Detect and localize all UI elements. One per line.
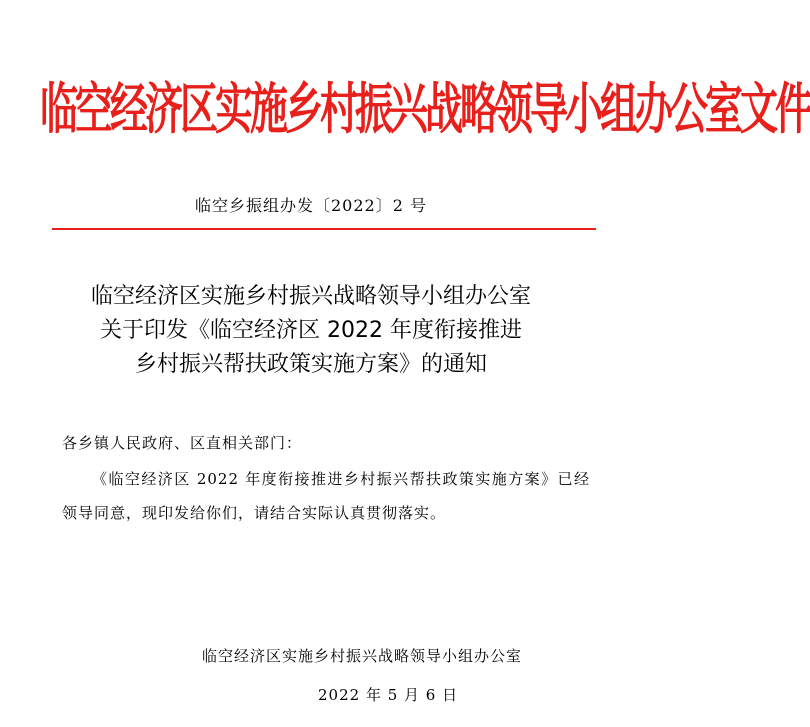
title-line-3: 乡村振兴帮扶政策实施方案》的通知 (134, 352, 487, 377)
issuer-signature: 临空经济区实施乡村振兴战略领导小组办公室 (202, 647, 523, 665)
red-divider-line (52, 228, 596, 230)
title-line-2: 关于印发《临空经济区 2022 年度衔接推进 (100, 318, 522, 343)
title-line-1: 临空经济区实施乡村振兴战略领导小组办公室 (90, 284, 531, 309)
document-masthead: 临空经济区实施乡村振兴战略领导小组办公室文件 (40, 75, 810, 142)
body-paragraph: 《临空经济区 2022 年度衔接推进乡村振兴帮扶政策实施方案》已经领导同意，现印发给你们，请结合实际认真贯彻落实。 (62, 470, 590, 522)
issue-date: 2022 年 5 月 6 日 (318, 686, 459, 704)
salutation: 各乡镇人民政府、区直相关部门： (62, 434, 303, 452)
document-number: 临空乡振组办发〔2022〕2 号 (195, 196, 427, 215)
document-title (0, 280, 622, 382)
